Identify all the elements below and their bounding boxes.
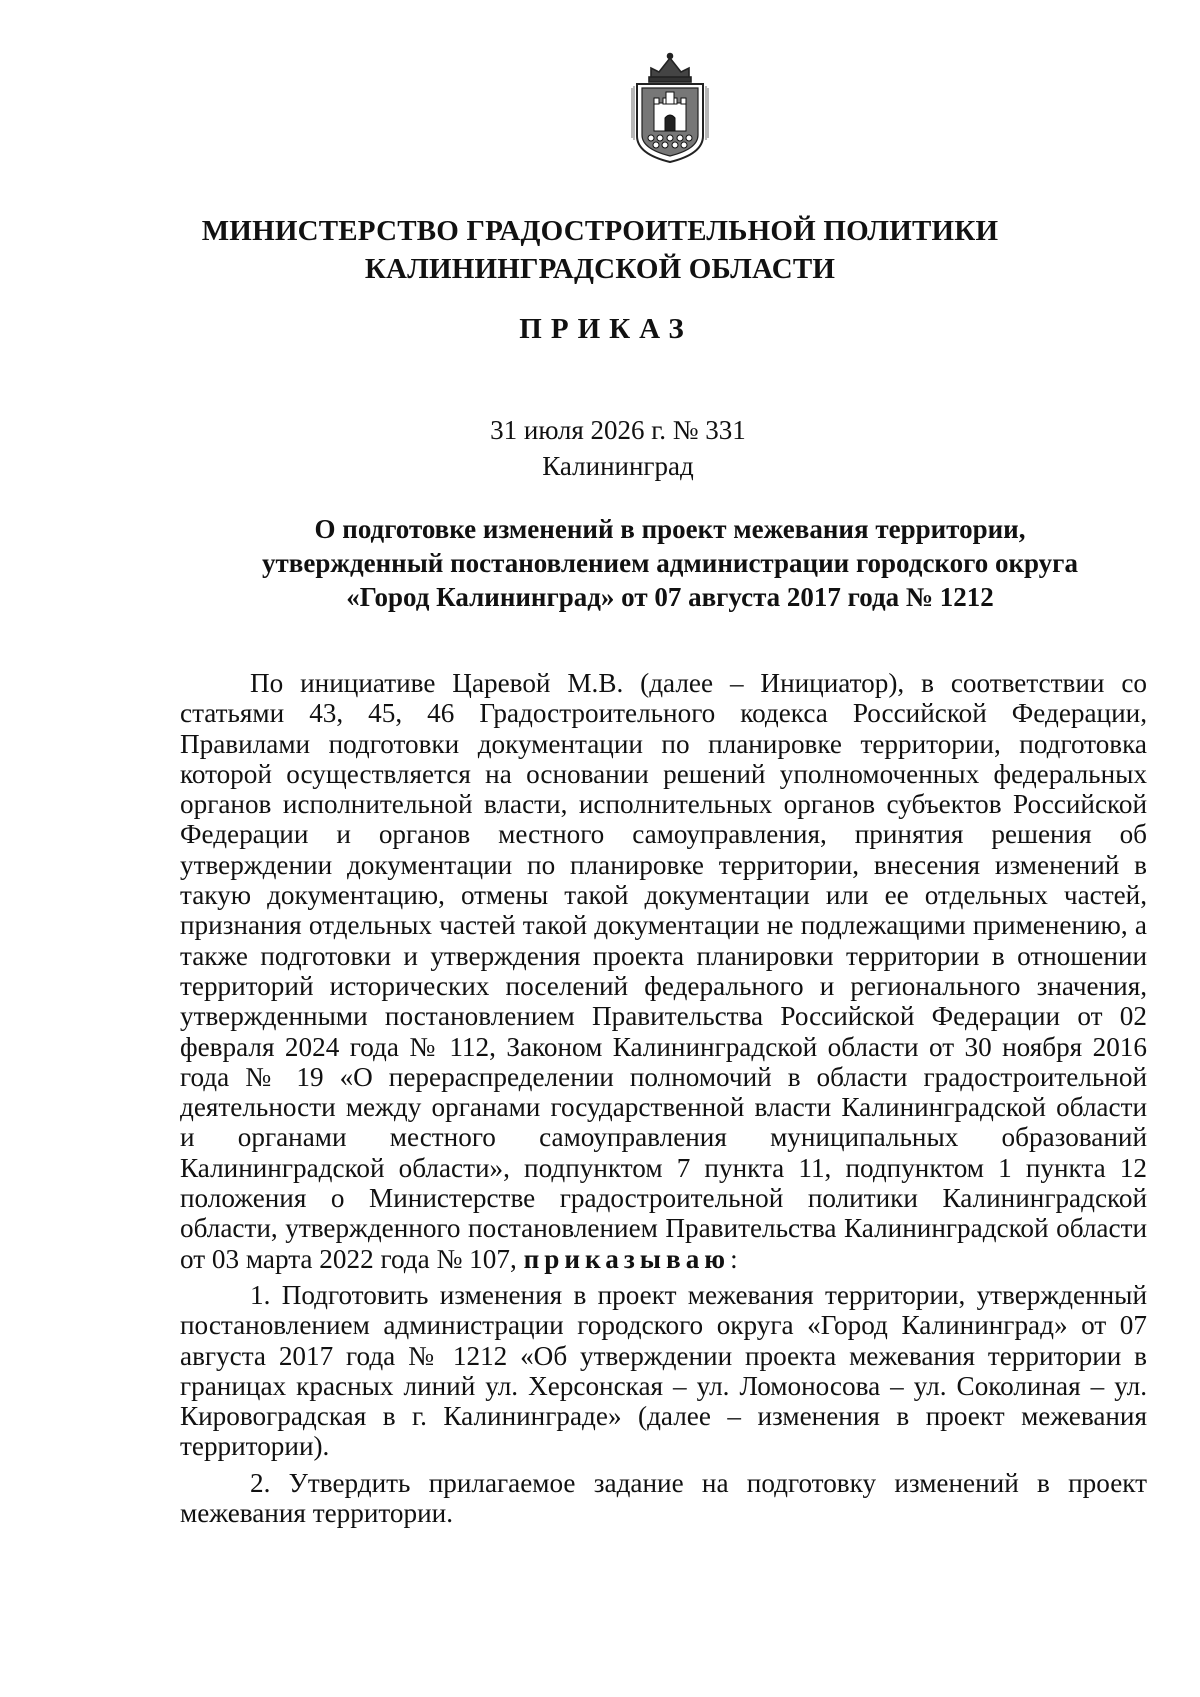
order-subject [160,512,1180,614]
order-colon: : [730,1243,738,1274]
date-number-block [0,412,1200,484]
subject-line1: О подготовке изменений в проект межевания территории, [314,514,1026,544]
order-item-2: 2. Утвердить прилагаемое задание на подготовку изменений в проект межевания территории. [180,1467,1147,1529]
subject-line2: утвержденный постановлением администрации городского округа [262,548,1078,578]
date-and-number: 31 июля 2026 г. № 331 [490,415,746,445]
document-type-title: ПРИКАЗ [519,313,693,345]
ministry-name-line2: КАЛИНИНГРАДСКОЙ ОБЛАСТИ [364,253,836,285]
ministry-name [0,212,1200,288]
subject-line3: «Город Калининград» от 07 августа 2017 года № 1212 [346,582,994,612]
preamble-text: По инициативе Царевой М.В. (далее – Инициатор), в соответствии со статьями 43, 45, 46 Градостроительного кодекса Российской Федерации, Правилами подготовки документации по планировке территории, подготовка которой осуществляется на основании решений уполномоченных федеральных органов исполнительной власти, исполнительных органов субъектов Российской Федерации и органов местного самоуправления, принятия решения об утверждении документации по планировке территории, внесения изменений в такую документацию, отмены такой документации или ее отдельных частей, признания отдельных частей такой документации не подлежащими применению, а также подготовки и утверждения проекта планировки территории в отношении территорий исторических поселений федерального и регионального значения, утвержденными постановлением Правительства Российской Федерации от 02 февраля 2024 года № 112, Законом Калининградской области от 30 ноября 2016 года № 19 «О перераспределении полномочий в области градостроительной деятельности между органами государственной власти Калининградской области и органами местного самоуправления муниципальных образований Калининградской области», подпунктом 7 пункта 11, подпунктом 1 пункта 12 положения о Министерстве градостроительной политики Калининградской области, утвержденного постановлением Правительства Калининградской области от 03 марта 2022 года № 107, [180,668,1147,1274]
kaliningrad-coat-of-arms-icon [627,48,713,166]
ministry-name-line1: МИНИСТЕРСТВО ГРАДОСТРОИТЕЛЬНОЙ ПОЛИТИКИ [201,215,999,247]
preamble-paragraph [180,668,1147,1274]
order-body [180,668,1147,1528]
city-name: Калининград [542,451,694,481]
order-item-1: 1. Подготовить изменения в проект межевания территории, утвержденный постановлением администрации городского округа «Город Калининград» от 07 августа 2017 года № 1212 «Об утверждении проекта межевания территории в границах красных линий ул. Херсонская – ул. Ломоносова – ул. Соколиная – ул. Кировоградская в г. Калининграде» (далее – изменения в проект межевания территории). [180,1279,1147,1462]
order-keyword: приказываю [523,1243,731,1274]
